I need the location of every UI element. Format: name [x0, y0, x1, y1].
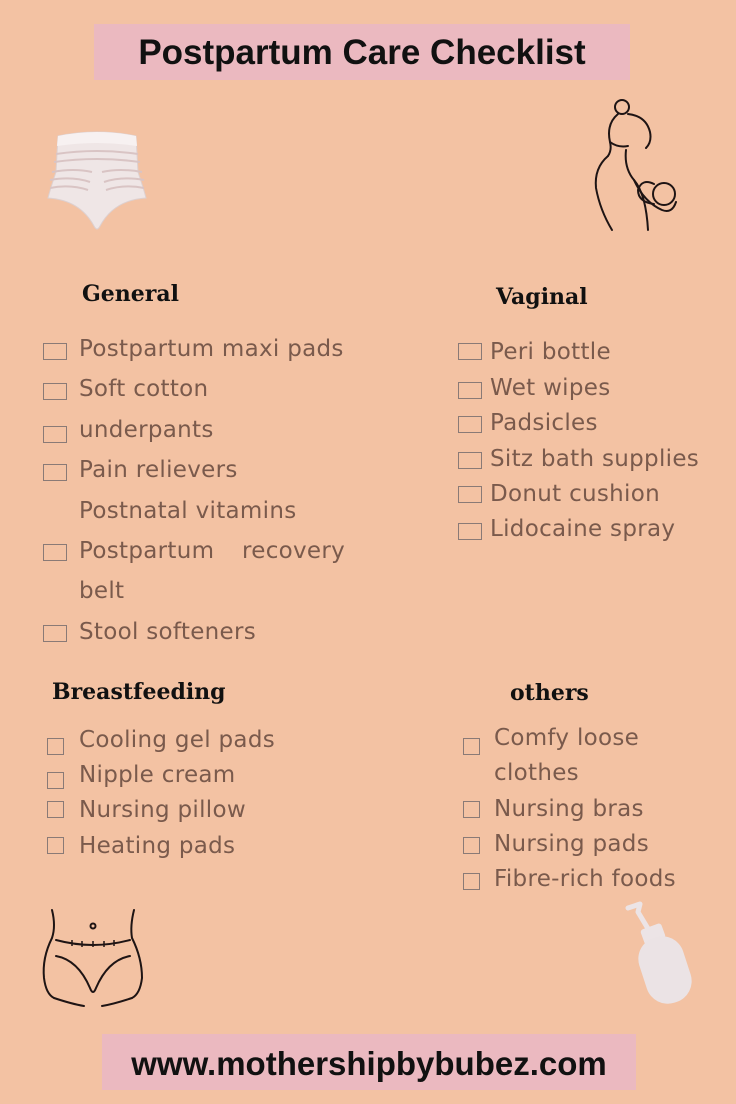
vaginal-item: Donut cushion: [490, 481, 660, 507]
belly-band-icon: [44, 128, 150, 236]
checkbox[interactable]: [47, 772, 64, 789]
checkbox[interactable]: [43, 343, 67, 360]
checkbox[interactable]: [463, 873, 480, 890]
checkbox[interactable]: [43, 426, 67, 443]
website-url[interactable]: www.mothershipbybubez.com: [131, 1045, 607, 1082]
others-heading: others: [510, 680, 589, 706]
breastfeeding-item: Nipple cream: [79, 762, 236, 788]
general-item: Postpartum maxi pads: [79, 336, 344, 362]
checkbox[interactable]: [458, 523, 482, 540]
checkbox[interactable]: [458, 452, 482, 469]
vaginal-item: Padsicles: [490, 410, 598, 436]
general-item: Postnatal vitamins: [79, 498, 297, 524]
breastfeeding-item: Cooling gel pads: [79, 727, 275, 753]
checkbox[interactable]: [47, 837, 64, 854]
checkbox[interactable]: [463, 837, 480, 854]
checkbox[interactable]: [463, 738, 480, 755]
mother-baby-icon: [588, 98, 684, 234]
general-item: belt: [79, 578, 125, 604]
checkbox[interactable]: [43, 383, 67, 400]
others-item: Nursing pads: [494, 831, 649, 857]
checkbox[interactable]: [458, 343, 482, 360]
general-item: recovery: [242, 538, 346, 564]
general-item: Pain relievers: [79, 457, 238, 483]
checkbox[interactable]: [43, 464, 67, 481]
breastfeeding-heading: Breastfeeding: [52, 679, 226, 705]
others-item: Comfy loose: [494, 725, 640, 751]
checkbox[interactable]: [458, 382, 482, 399]
checkbox[interactable]: [43, 544, 67, 561]
others-item: Fibre-rich foods: [494, 866, 676, 892]
vaginal-item: Peri bottle: [490, 339, 611, 365]
breastfeeding-item: Nursing pillow: [79, 797, 246, 823]
vaginal-item: Wet wipes: [490, 375, 611, 401]
checkbox[interactable]: [463, 801, 480, 818]
general-item: Stool softeners: [79, 619, 257, 645]
checkbox[interactable]: [47, 738, 64, 755]
others-item: Nursing bras: [494, 796, 644, 822]
c-section-belly-icon: [38, 906, 148, 1008]
vaginal-heading: Vaginal: [496, 284, 588, 310]
others-item: clothes: [494, 760, 579, 786]
general-item: Soft cotton: [79, 376, 209, 402]
breastfeeding-item: Heating pads: [79, 833, 236, 859]
checkbox[interactable]: [43, 625, 67, 642]
checkbox[interactable]: [458, 416, 482, 433]
peri-bottle-icon: [620, 900, 704, 1008]
checkbox[interactable]: [47, 801, 64, 818]
general-heading: General: [82, 281, 179, 307]
vaginal-item: Lidocaine spray: [490, 516, 676, 542]
general-item: underpants: [79, 417, 214, 443]
general-item: Postpartum: [79, 538, 215, 564]
checkbox[interactable]: [458, 486, 482, 503]
page-title: Postpartum Care Checklist: [138, 33, 586, 72]
vaginal-item: Sitz bath supplies: [490, 446, 700, 472]
